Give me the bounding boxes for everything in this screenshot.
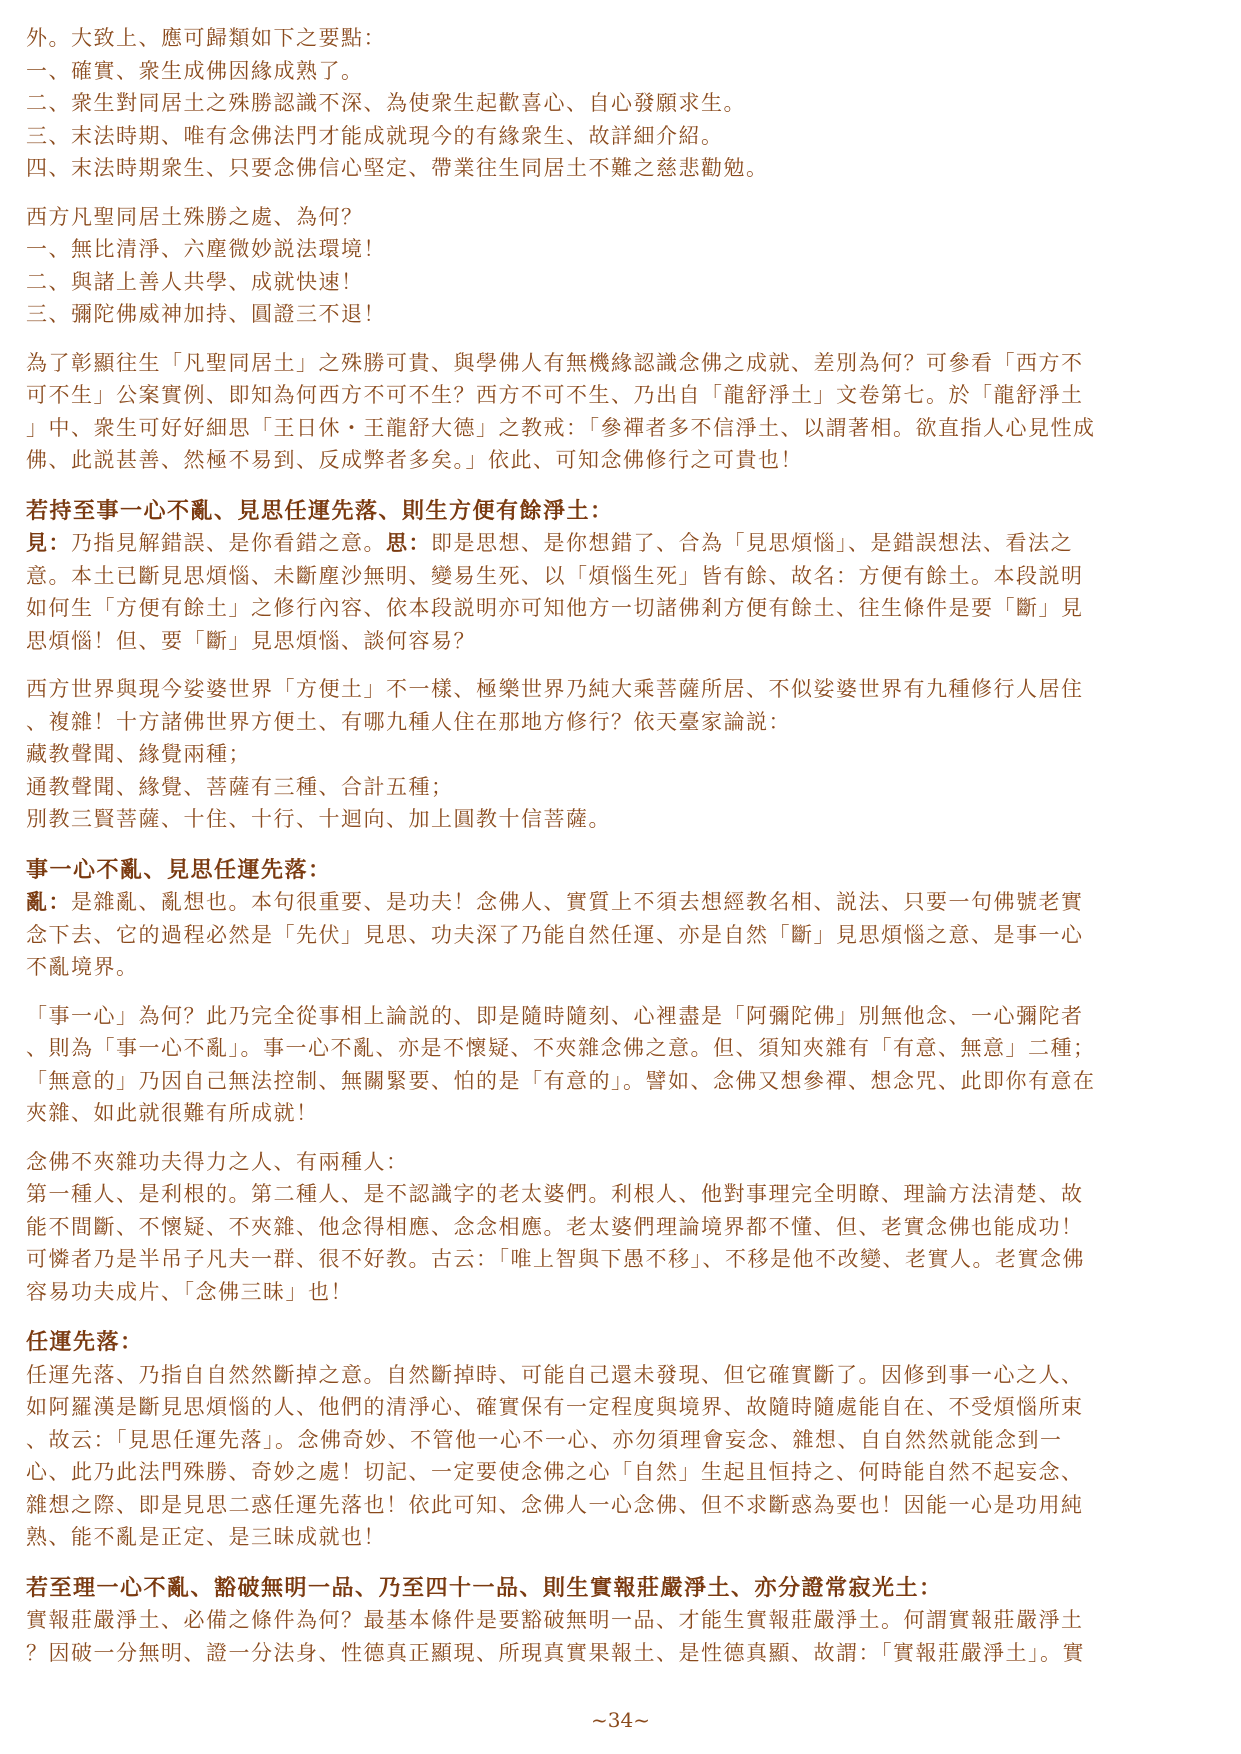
text-line bbox=[26, 886, 1218, 919]
term-definition: 即是思想、是你想錯了、合為「見思煩惱」、是錯誤想法、看法之 bbox=[431, 531, 1073, 555]
text-line: 雜想之際、即是見思二惑任運先落也！依此可知、念佛人一心念佛、但不求斷惑為要也！因能一心是功用純 bbox=[26, 1492, 1084, 1517]
term-definition: 乃指見解錯誤、是你看錯之意。 bbox=[71, 531, 386, 555]
text-line: 四、末法時期衆生、只要念佛信心堅定、帶業往生同居土不難之慈悲勸勉。 bbox=[26, 156, 769, 180]
paragraph-pure-land-merits bbox=[26, 201, 1218, 331]
text-line: 第一種人、是利根的。第二種人、是不認識字的老太婆們。利根人、他對事理完全明瞭、理論方法清楚、故 bbox=[26, 1182, 1084, 1206]
text-line: 三、末法時期、唯有念佛法門才能成就現今的有緣衆生、故詳細介紹。 bbox=[26, 123, 724, 148]
text-line bbox=[26, 527, 1218, 560]
term-definition: 是雜亂、亂想也。本句很重要、是功夫！念佛人、實質上不須去想經教名相、説法、只要一句佛號老實 bbox=[71, 890, 1084, 914]
text-line: 實報莊嚴淨土、必備之條件為何？最基本條件是要豁破無明一品、才能生實報莊嚴淨土。何謂實報莊嚴淨土 bbox=[26, 1608, 1084, 1632]
text-line: 任運先落、乃指自自然然斷掉之意。自然斷掉時、可能自己還未發現、但它確實斷了。因修到事一心之人、 bbox=[26, 1362, 1084, 1387]
text-line: 一、確實、衆生成佛因緣成熟了。 bbox=[26, 58, 364, 83]
text-line: 能不間斷、不懷疑、不夾雜、他念得相應、念念相應。老太婆們理論境界都不懂、但、老實念佛也能成功！ bbox=[26, 1214, 1084, 1239]
text-line: 思煩惱！但、要「斷」見思煩惱、談何容易？ bbox=[26, 628, 476, 653]
text-line: 通教聲聞、緣覺、菩薩有三種、合計五種； bbox=[26, 774, 454, 799]
paragraph-luan bbox=[26, 886, 1218, 984]
paragraph-summary-points bbox=[26, 22, 1218, 185]
text-line: 夾雜、如此就很難有所成就！ bbox=[26, 1101, 319, 1125]
paragraph-jian-si bbox=[26, 527, 1218, 657]
text-line: 佛、此説甚善、然極不易到、反成弊者多矣。」依此、可知念佛修行之可貴也！ bbox=[26, 448, 803, 472]
text-line: 不亂境界。 bbox=[26, 955, 139, 979]
text-line: 熟、能不亂是正定、是三昧成就也！ bbox=[26, 1525, 386, 1549]
text-line: 西方世界與現今娑婆世界「方便土」不一樣、極樂世界乃純大乘菩薩所居、不似娑婆世界有九種修行人居住 bbox=[26, 677, 1084, 701]
term-label: 見： bbox=[26, 530, 71, 555]
text-line: 「事一心」為何？此乃完全從事相上論説的、即是隨時隨刻、心裡盡是「阿彌陀佛」別無他念、一心彌陀者 bbox=[26, 1003, 1084, 1028]
text-line: 可不生」公案實例、即知為何西方不可不生？西方不可不生、乃出自「龍舒淨土」文卷第七。於「龍舒淨土 bbox=[26, 383, 1084, 407]
paragraph-two-kinds bbox=[26, 1146, 1218, 1309]
text-line: 、故云：「見思任運先落」。念佛奇妙、不管他一心不一心、亦勿須理會妄念、雜想、自自然然就能念到一 bbox=[26, 1427, 1063, 1452]
text-line: 」中、衆生可好好細思「王日休・王龍舒大德」之教戒：「參禪者多不信淨土、以謂著相。欲直指人心見性成 bbox=[26, 415, 1096, 440]
text-line: 別教三賢菩薩、十住、十行、十迴向、加上圓教十信菩薩。 bbox=[26, 807, 611, 831]
text-line: 、則為「事一心不亂」。事一心不亂、亦是不懷疑、不夾雜念佛之意。但、須知夾雜有「有意、無意」二種； bbox=[26, 1036, 1096, 1060]
section-heading: 若至理一心不亂、豁破無明一品、乃至四十一品、則生實報莊嚴淨土、亦分證常寂光土： bbox=[26, 1574, 943, 1601]
text-line: 為了彰顯往生「凡聖同居土」之殊勝可貴、與學佛人有無機緣認識念佛之成就、差別為何？可參看「西方不 bbox=[26, 350, 1084, 375]
paragraph-longshu-pure-land bbox=[26, 347, 1218, 477]
text-line: 容易功夫成片、「念佛三昧」也！ bbox=[26, 1279, 353, 1304]
text-line: 如阿羅漢是斷見思煩惱的人、他們的清淨心、確實保有一定程度與境界、故隨時隨處能自在、不受煩惱所束 bbox=[26, 1395, 1084, 1419]
text-line: 外。大致上、應可歸類如下之要點： bbox=[26, 26, 386, 50]
text-line: 「無意的」乃因自己無法控制、無關緊要、怕的是「有意的」。譬如、念佛又想參禪、想念咒、此即你有意在 bbox=[26, 1068, 1096, 1093]
term-label: 思： bbox=[386, 530, 431, 555]
text-line: 意。本土已斷見思煩惱、未斷塵沙無明、變易生死、以「煩惱生死」皆有餘、故名：方便有餘土。本段説明 bbox=[26, 563, 1084, 588]
page-number: ~34~ bbox=[591, 1708, 650, 1732]
text-line: 二、衆生對同居土之殊勝認識不深、為使衆生起歡喜心、自心發願求生。 bbox=[26, 91, 746, 115]
section-heading: 任運先落： bbox=[26, 1329, 144, 1355]
text-line: ？因破一分無明、證一分法身、性德真正顯現、所現真實果報土、是性德真顯、故謂：「實報莊嚴淨土」。實 bbox=[26, 1640, 1085, 1665]
document-page bbox=[26, 22, 1218, 1669]
text-line: 二、與諸上善人共學、成就快速！ bbox=[26, 269, 364, 294]
section-heading: 若持至事一心不亂、見思任運先落、則生方便有餘淨土： bbox=[26, 497, 614, 524]
section-heading: 事一心不亂、見思任運先落： bbox=[26, 856, 332, 883]
paragraph-shi-yixin bbox=[26, 1000, 1218, 1130]
paragraph-shibao bbox=[26, 1604, 1218, 1669]
text-line: 、複雜！十方諸佛世界方便土、有哪九種人住在那地方修行？依天臺家論説： bbox=[26, 709, 791, 734]
text-line: 三、彌陀佛威神加持、圓證三不退！ bbox=[26, 302, 386, 326]
text-line: 念佛不夾雜功夫得力之人、有兩種人： bbox=[26, 1149, 409, 1174]
text-line: 如何生「方便有餘土」之修行內容、依本段説明亦可知他方一切諸佛剎方便有餘土、往生條件是要「斷」見 bbox=[26, 596, 1084, 620]
paragraph-expedient-land bbox=[26, 673, 1218, 836]
text-line: 心、此乃此法門殊勝、奇妙之處！切記、一定要使念佛之心「自然」生起且恒持之、何時能自然不起妄念、 bbox=[26, 1460, 1084, 1484]
term-label: 亂： bbox=[26, 889, 71, 914]
text-line: 一、無比清淨、六塵微妙説法環境！ bbox=[26, 237, 386, 261]
text-line: 西方凡聖同居土殊勝之處、為何？ bbox=[26, 204, 364, 229]
paragraph-renyun bbox=[26, 1359, 1218, 1554]
text-line: 可憐者乃是半吊子凡夫一群、很不好教。古云：「唯上智與下愚不移」、不移是他不改變、老實人。老實念佛 bbox=[26, 1247, 1085, 1271]
text-line: 藏教聲聞、緣覺兩種； bbox=[26, 742, 251, 766]
text-line: 念下去、它的過程必然是「先伏」見思、功夫深了乃能自然任運、亦是自然「斷」見思煩惱之意、是事一心 bbox=[26, 922, 1084, 947]
